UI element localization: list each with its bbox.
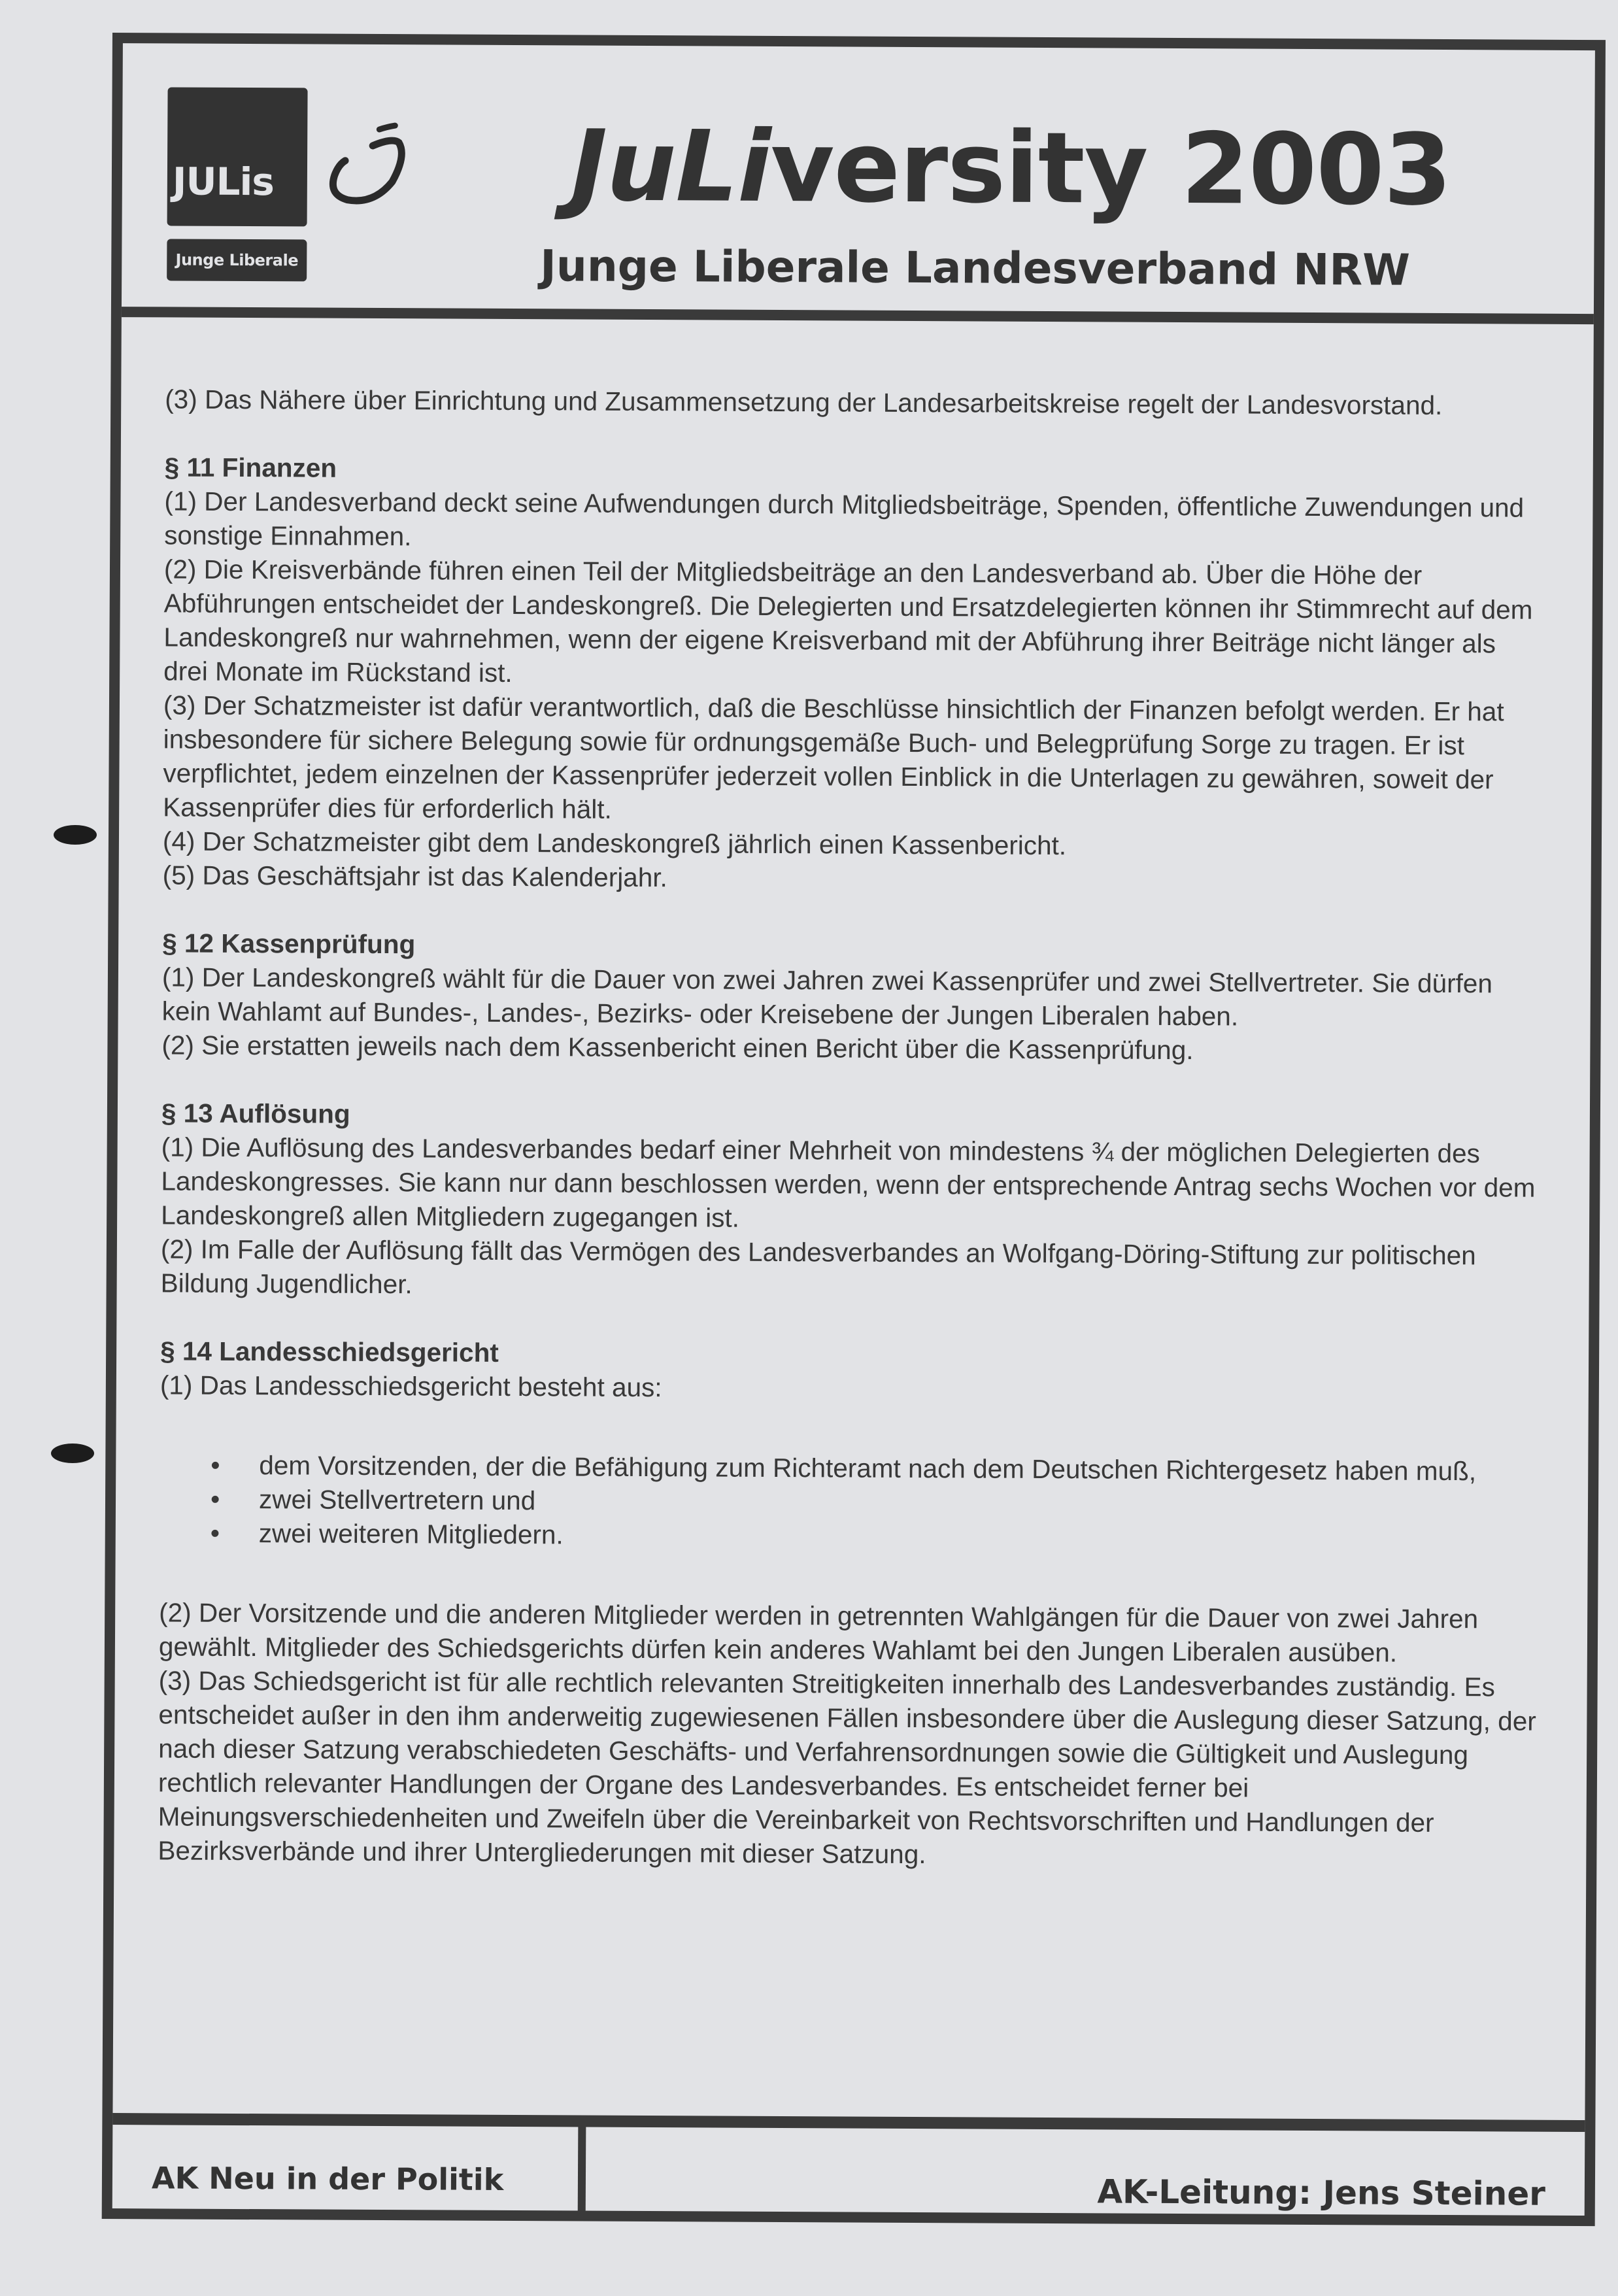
list-item: • dem Vorsitzenden, der die Befähigung zum Richteramt nach dem Deutschen Richtergesetz haben muß, <box>160 1447 1539 1488</box>
paragraph: (3) Der Schatzmeister ist dafür verantwortlich, daß die Beschlüsse hinsichtlich der Finanzen befolgt werden. Er hat insbesondere für sichere Belegung sowie für ordnungsgemäße Buch- und Belegprüfung Sorge zu tragen. Er ist verpflichtet, jedem einzelnen der Kassenprüfer jederzeit vollen Einblick in die Unterlagen zu gewähren, soweit der Kassenprüfer dies für erforderlich hält. <box>163 690 1504 824</box>
page-frame <box>102 33 1606 2226</box>
punch-hole-bottom <box>51 1443 94 1463</box>
list-item: • zwei Stellvertretern und <box>160 1481 1539 1522</box>
section-heading: § 13 Auflösung <box>161 1098 350 1129</box>
julis-logo-text: JULis <box>172 159 275 205</box>
title-prefix: JuLi <box>570 109 771 224</box>
paragraph: (3) Das Schiedsgericht ist für alle rechtlich relevanten Streitigkeiten innerhalb des Landesverbandes zuständig. Es entscheidet außer in den ihm anderweitig zugewiesenen Fällen insbesondere über die Auslegung dieser Satzung, der nach dieser Satzung verabschiedeten Geschäfts- und Verfahrensordnungen sowie die Gültigkeit und Auslegung rechtlich relevanter Handlungen der Organe des Landesverbandes. Es entscheidet ferner bei Meinungsverschiedenheiten und Zweifeln über die Vereinbarkeit von Rechtsvorschriften und Handlungen der Bezirksverbände und ihrer Untergliederungen mit dieser Satzung. <box>158 1665 1536 1870</box>
paragraph: (5) Das Geschäftsjahr ist das Kalenderjahr. <box>162 860 667 893</box>
paragraph: (2) Die Kreisverbände führen einen Teil der Mitgliedsbeiträge an den Landesverband ab. Über die Höhe der Abführungen entscheidet der Landeskongreß. Die Delegierten und Ersatzdelegierten können ihr Stimmrecht auf dem Landeskongreß nur wahrnehmen, wenn der eigene Kreisverband mit der Abführung ihrer Beiträge nicht länger als drei Monate im Rückstand ist. <box>163 554 1533 688</box>
intro-paragraph: (3) Das Nähere über Einrichtung und Zusammensetzung der Landesarbeitskreise regelt der Landesvorstand. <box>165 384 1443 420</box>
section-landesschiedsgericht <box>158 1334 1540 1874</box>
paragraph: (1) Das Landesschiedsgericht besteht aus: <box>160 1370 662 1403</box>
julis-logo <box>167 87 308 226</box>
junge-liberale-badge-text: Junge Liberale <box>175 250 299 270</box>
paragraph: (1) Der Landeskongreß wählt für die Dauer von zwei Jahren zwei Kassenprüfer und zwei Stellvertreter. Sie dürfen kein Wahlamt auf Bundes-, Landes-, Bezirks- oder Kreisebene der Jungen Liberalen haben. <box>161 962 1493 1032</box>
paragraph: (2) Sie erstatten jeweils nach dem Kassenbericht einen Bericht über die Kassenprüfung. <box>161 1030 1194 1066</box>
footer-column-divider <box>578 2125 586 2211</box>
title-suffix: versity 2003 <box>770 110 1452 228</box>
swoosh-logo-icon <box>322 110 407 209</box>
document-body <box>158 382 1544 1874</box>
bullet-list <box>160 1447 1540 1556</box>
paragraph: (4) Der Schatzmeister gibt dem Landeskongreß jährlich einen Kassenbericht. <box>162 826 1067 861</box>
section-finanzen <box>163 450 1544 898</box>
section-heading: § 11 Finanzen <box>164 452 337 483</box>
paragraph: (1) Der Landesverband deckt seine Aufwendungen durch Mitgliedsbeiträge, Spenden, öffentliche Zuwendungen und sonstige Einnahmen. <box>164 486 1525 552</box>
section-aufloesung <box>161 1096 1541 1306</box>
page-title <box>570 109 1452 228</box>
section-heading: § 14 Landesschiedsgericht <box>160 1336 499 1368</box>
section-kassenpruefung <box>161 926 1542 1068</box>
punch-hole-top <box>54 825 97 845</box>
header-divider <box>122 307 1594 324</box>
list-item: • zwei weiteren Mitgliedern. <box>160 1515 1539 1556</box>
page-subtitle: Junge Liberale Landesverband NRW <box>540 241 1411 295</box>
section-heading: § 12 Kassenprüfung <box>162 928 416 960</box>
footer-leader: AK-Leitung: Jens Steiner <box>1097 2172 1546 2213</box>
paragraph: (2) Im Falle der Auflösung fällt das Vermögen des Landesverbandes an Wolfgang-Döring-Stiftung zur politischen Bildung Jugendlicher. <box>160 1234 1476 1300</box>
footer-divider <box>112 2113 1585 2132</box>
paragraph: (1) Die Auflösung des Landesverbandes bedarf einer Mehrheit von mindestens ¾ der möglichen Delegierten des Landeskongresses. Sie kann nur dann beschlossen werden, wenn der entsprechende Antrag sechs Wochen vor dem Landeskongreß allen Mitgliedern zugegangen ist. <box>161 1132 1536 1233</box>
footer-working-group: AK Neu in der Politik <box>151 2160 504 2197</box>
junge-liberale-badge <box>167 239 307 281</box>
paragraph: (2) Der Vorsitzende und die anderen Mitglieder werden in getrennten Wahlgängen für die Dauer von zwei Jahren gewählt. Mitglieder des Schiedsgerichts dürfen kein anderes Wahlamt bei den Jungen Liberalen ausüben. <box>158 1597 1479 1668</box>
